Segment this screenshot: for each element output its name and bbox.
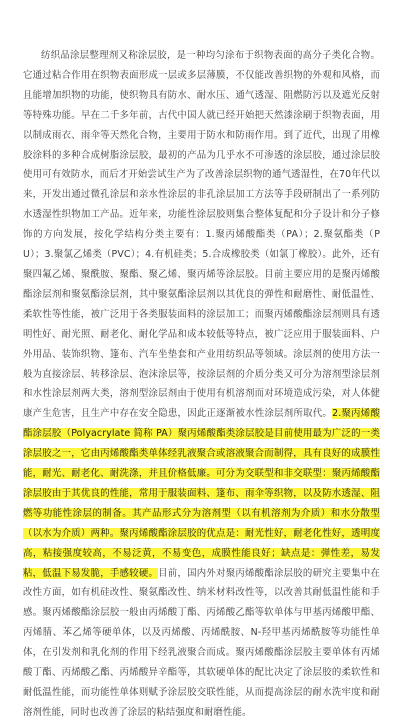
- body-text-after: 目前，国内外对聚丙烯酸酯涂层胶的研究主要集中在改性方面，如有机硅改性、聚氨酯改性、纳米材料改性等，以改善其耐低温性能和手感。聚丙烯酸酯涂层胶一般由丙烯酸丁酯、丙烯酸乙酯等软单体与甲基丙烯酸甲酯、丙烯腈、苯乙烯等硬单体，以及丙烯酸、丙烯酰胺、N-羟甲基丙烯酰胺等功能性单体，在引发剂和乳化剂的作用下经乳液聚合而成。聚丙烯酸酯涂层胶主要单体有丙烯酸丁酯、丙烯酸乙酯、丙烯酸异辛酯等，其软硬单体的配比决定了涂层胶的柔软性和耐低温性能，而功能性单体则赋予涂层胶交联性能，从而提高涂层的耐水洗牢度和耐溶剂性能，同时也改善了涂层的粘结强度和耐磨性能。: [23, 567, 381, 718]
- highlighted-text: 可分为交联型和非交联型：聚丙烯酸酯涂层胶由于其优良的性能，常用于服装面料、篷布、雨伞等织物，以及防水透湿、阻燃等功能性涂层的制备。其产品形式分为溶剂型（以有机溶剂为介质）和水分散型（以水为介质）两种。聚丙烯酸酯涂层胶的优点是：耐光性好，耐老化性好，透明度高，粘接强度较高，不易泛黄，不易变色，成膜性能良好；缺点是：弹性差，易发粘，低温下易发脆，手感较硬。: [23, 468, 380, 579]
- body-text: 纺织品涂层整理剂又称涂层胶，是一种均匀涂布于织物表面的高分子类化合物。它通过粘合作用在织物表面形成一层或多层薄膜，不仅能改善织物的外观和风格，而且能增加织物的功能，使织物具有防水、耐水压、通气透湿、阻燃防污以及遮光反射等特殊功能。早在二千多年前，古代中国人就已经开始把天然漆涂刷于织物表面，用以制成雨衣、雨伞等天然化合物，主要用于防水和防雨作用。到了近代，出现了用橡胶涂料的多种合成树脂涂层胶，最初的产品为几乎水不可渗透的涂层胶，通过涂层胶使用可有效防水，而后才开始尝试生产为了改善涂层织物的通气透湿性，在70年代以来，开发出通过微孔涂层和亲水性涂层的非孔涂层加工方法等手段研制出了一系列防水透湿性织物加工产品。近年来，功能性涂层胶则集合整体复配和分子设计和分子修饰的方向发展，按化学结构分类主要有：1.聚丙烯酸酯类（PA）；2.聚氨酯类（PU）；3.聚氯乙烯类（PVC）；4.有机硅类；5.合成橡胶类（如氯丁橡胶）。此外，还有聚四氟乙烯、聚酰胺、聚酯、聚乙烯、聚丙烯等涂层胶。目前主要应用的是聚丙烯酸酯涂层剂和聚氨酯涂层剂，其中聚氨酯涂层剂以其优良的弹性和耐磨性、耐低温性、柔软性等性能，被广泛用于各类服装面料的涂层加工；而聚丙烯酸酯涂层剂则具有透明性好、耐光照、耐老化、耐化学品和成本较低等特点，被广泛应用于服装面料、户外用品、装饰织物、篷布、汽车坐垫套和产业用纺织品等领域。涂层剂的使用方法一般为直接涂层、转移涂层、泡沫涂层等，按涂层剂的介质分类又可分为溶剂型涂层剂和水性涂层剂两大类，溶剂型涂层剂由于使用有机溶剂而对环境造成污染，对人体健康产生危害，且生产中存在安全隐患，因此正逐渐被水性涂层剂所取代。: [23, 50, 380, 420]
- body-paragraph: [23, 46, 380, 723]
- highlighted-lead-text: 2.聚丙烯酸酯涂层胶（Polyacrylate 简称 PA）聚丙烯酸酯类涂层胶是目前使用最为广泛的一类涂层胶之一，它由丙烯酸酯类单体经乳液聚合或溶液聚合而制得，具有良好的成膜性能，耐光、耐老化、耐洗涤，并且价格低廉。: [23, 408, 380, 480]
